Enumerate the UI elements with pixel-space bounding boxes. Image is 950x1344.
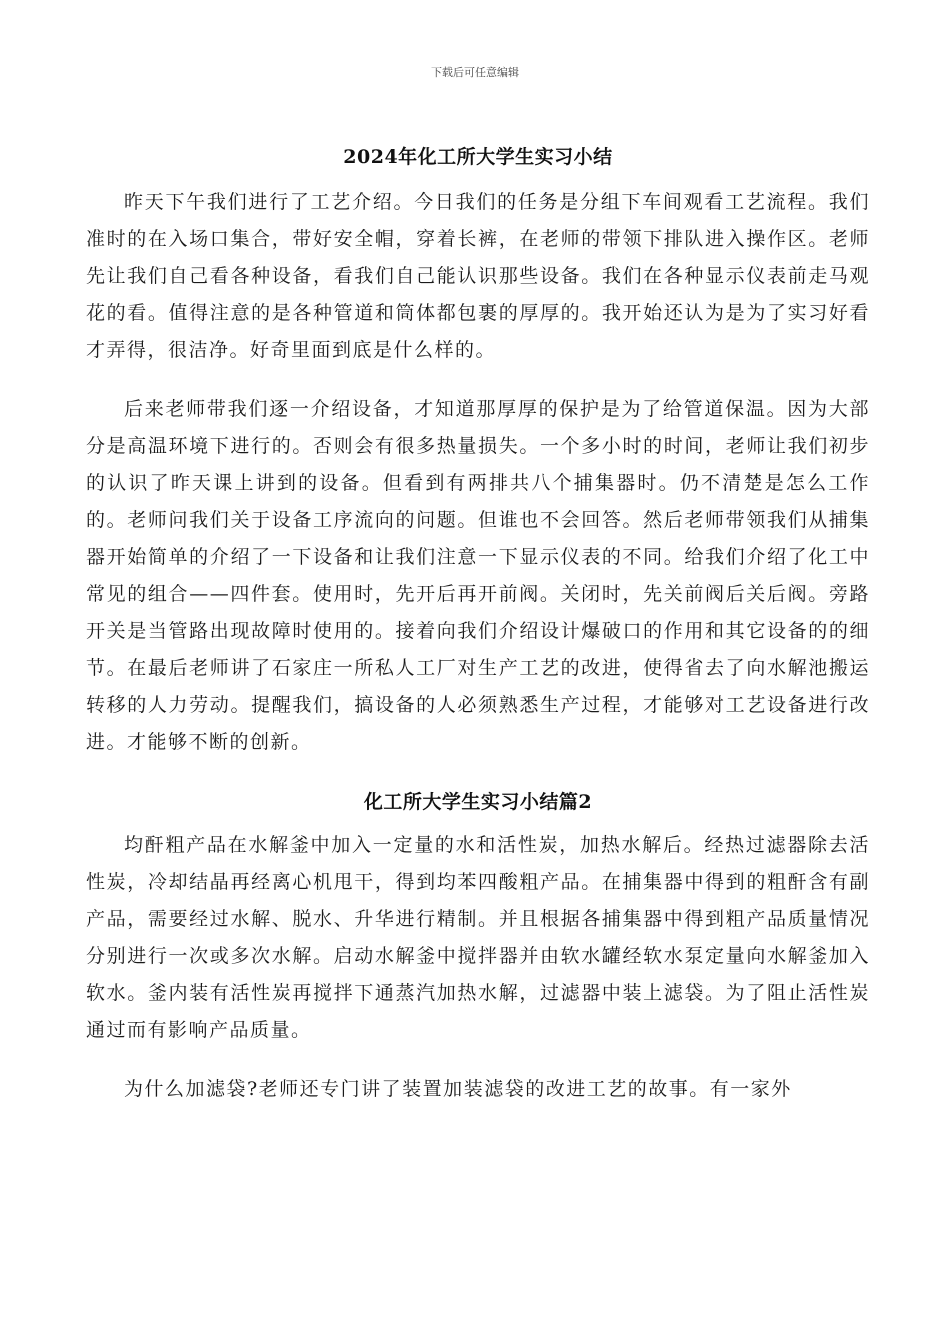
document-body xyxy=(86,140,870,1130)
section-2-title: 化工所大学生实习小结篇2 xyxy=(363,791,593,813)
document-title: 2024年化工所大学生实习小结 xyxy=(343,146,613,168)
header-note: 下载后可任意编辑 xyxy=(431,66,519,79)
section-2-paragraph-2: 为什么加滤袋?老师还专门讲了装置加装滤袋的改进工艺的故事。有一家外 xyxy=(124,1078,792,1100)
section-2-paragraph-1: 均酐粗产品在水解釜中加入一定量的水和活性炭，加热水解后。经热过滤器除去活性炭，冷却结晶再经离心机甩干，得到均苯四酸粗产品。在捕集器中得到的粗酐含有副产品，需要经过水解、脱水、升华进行精制。并且根据各捕集器中得到粗产品质量情况分别进行一次或多次水解。启动水解釜中搅拌器并由软水罐经软水泵定量向水解釜加入软水。釜内装有活性炭再搅拌下通蒸汽加热水解，过滤器中装上滤袋。为了阻止活性炭通过而有影响产品质量。 xyxy=(86,834,870,1041)
paragraph-1: 昨天下午我们进行了工艺介绍。今日我们的任务是分组下车间观看工艺流程。我们准时的在入场口集合，带好安全帽，穿着长裤，在老师的带领下排队进入操作区。老师先让我们自己看各种设备，看我们自己能认识那些设备。我们在各种显示仪表前走马观花的看。值得注意的是各种管道和筒体都包裹的厚厚的。我开始还认为是为了实习好看才弄得，很洁净。好奇里面到底是什么样的。 xyxy=(86,191,870,361)
paragraph-2: 后来老师带我们逐一介绍设备，才知道那厚厚的保护是为了给管道保温。因为大部分是高温环境下进行的。否则会有很多热量损失。一个多小时的时间，老师让我们初步的认识了昨天课上讲到的设备。但看到有两排共八个捕集器时。仍不清楚是怎么工作的。老师问我们关于设备工序流向的问题。但谁也不会回答。然后老师带领我们从捕集器开始简单的介绍了一下设备和让我们注意一下显示仪表的不同。给我们介绍了化工中常见的组合——四件套。使用时，先开后再开前阀。关闭时，先关前阀后关后阀。旁路开关是当管路出现故障时使用的。接着向我们介绍设计爆破口的作用和其它设备的的细节。在最后老师讲了石家庄一所私人工厂对生产工艺的改进，使得省去了向水解池搬运转移的人力劳动。提醒我们，搞设备的人必须熟悉生产过程，才能够对工艺设备进行改进。才能够不断的创新。 xyxy=(86,398,870,753)
